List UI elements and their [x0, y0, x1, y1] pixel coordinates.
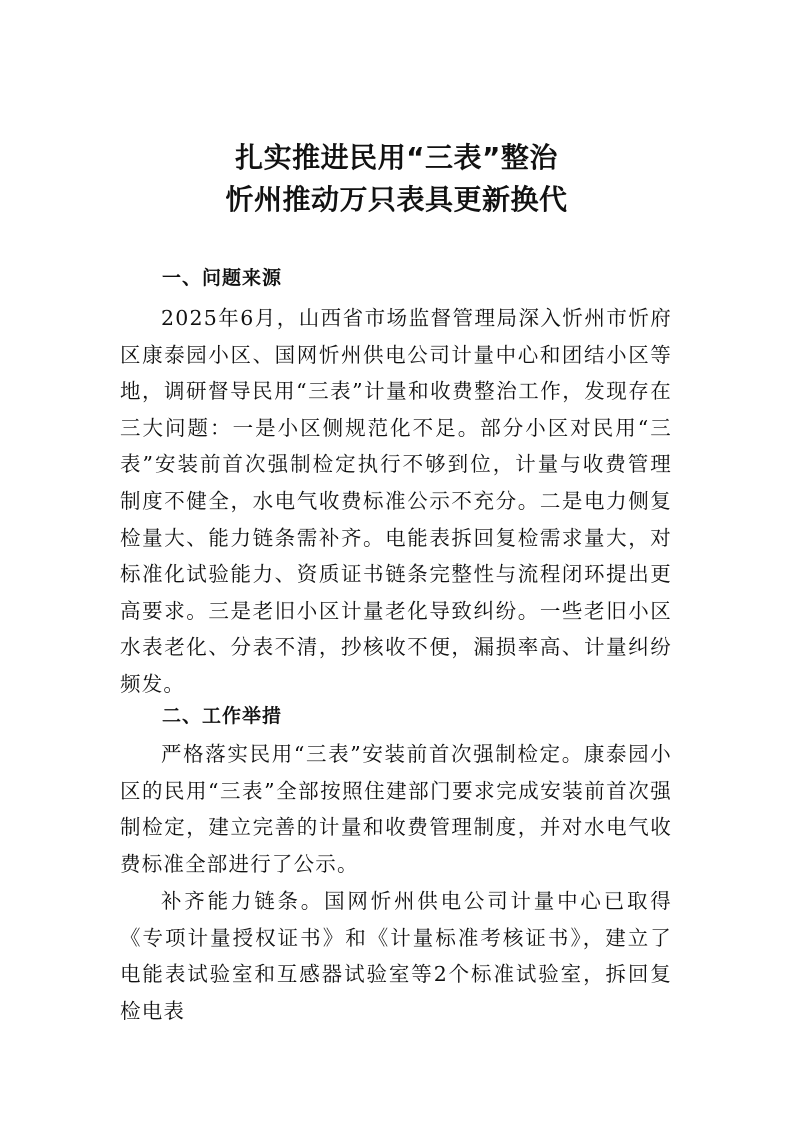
- document-title-line1: 扎实推进民用“三表”整治: [235, 141, 558, 174]
- section1-heading: 一、问题来源: [162, 267, 283, 289]
- document-title-line2: 忻州推动万只表具更新换代: [225, 183, 568, 216]
- section1-paragraph: 2025年6月，山西省市场监督管理局深入忻州市忻府区康泰园小区、国网忻州供电公司计量中心和团结小区等地，调研督导民用“三表”计量和收费整治工作，发现存在三大问题：一是小区侧规范化不足。部分小区对民用“三表”安装前首次强制检定执行不够到位，计量与收费管理制度不健全，水电气收费标准公示不充分。二是电力侧复检量大、能力链条需补齐。电能表拆回复检需求量大，对标准化试验能力、资质证书链条完整性与流程闭环提出更高要求。三是老旧小区计量老化导致纠纷。一些老旧小区水表老化、分表不清，抄核收不便，漏损率高、计量纠纷频发。: [120, 306, 672, 696]
- section2-paragraph2: 补齐能力链条。国网忻州供电公司计量中心已取得《专项计量授权证书》和《计量标准考核证书》，建立了电能表试验室和互感器试验室等2个标准试验室，拆回复检电表: [120, 889, 672, 1023]
- section2-paragraph1: 严格落实民用“三表”安装前首次强制检定。康泰园小区的民用“三表”全部按照住建部门要求完成安装前首次强制检定，建立完善的计量和收费管理制度，并对水电气收费标准全部进行了公示。: [120, 742, 672, 876]
- section2-heading: 二、工作举措: [162, 705, 283, 727]
